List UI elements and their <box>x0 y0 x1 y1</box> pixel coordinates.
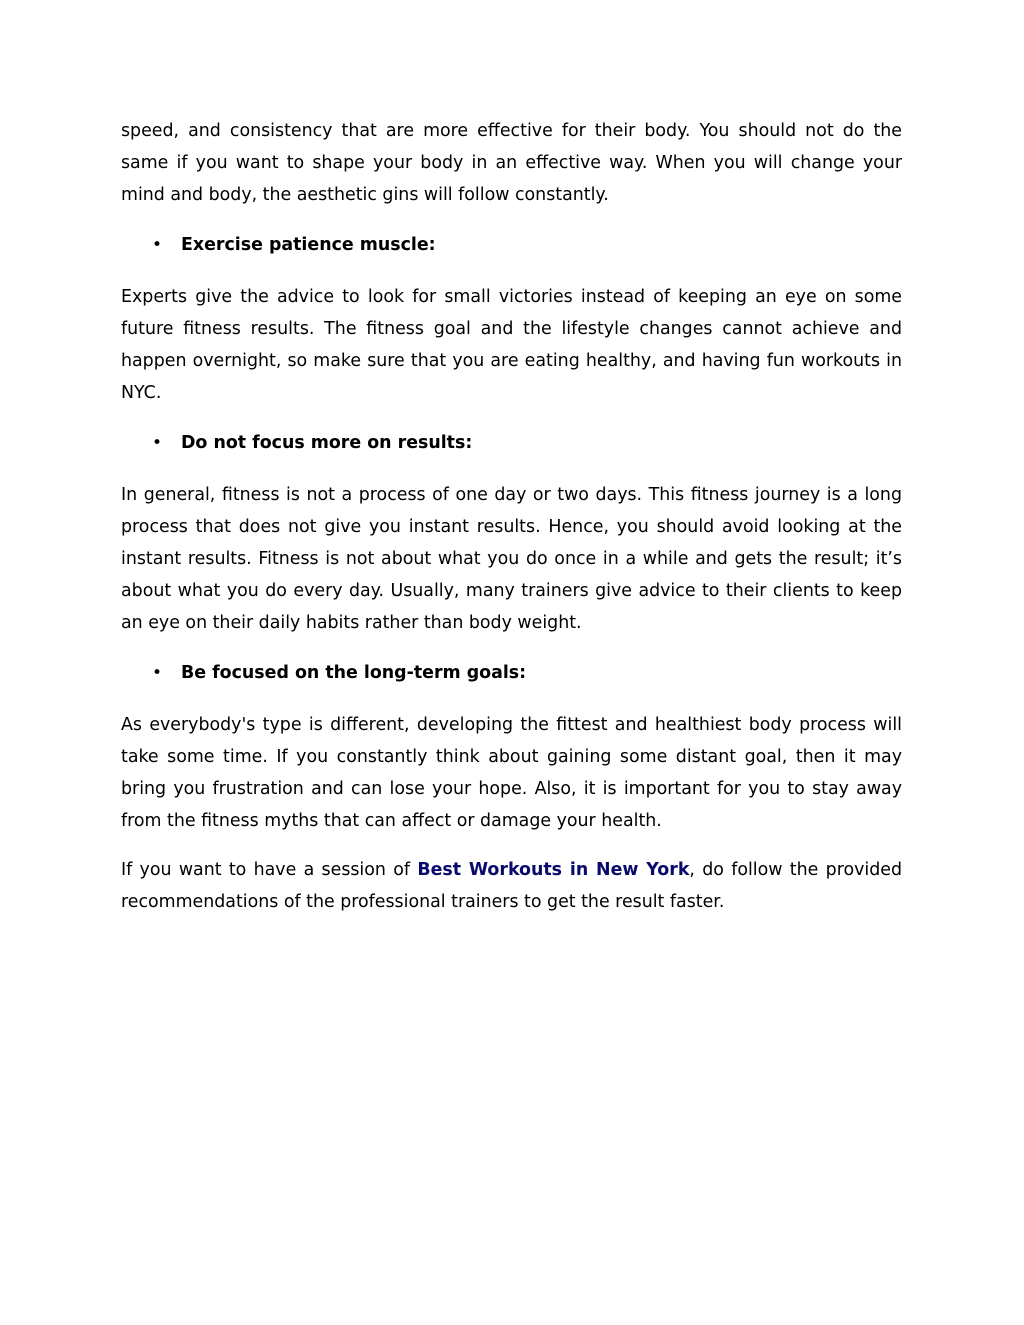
bullet-item-longterm <box>121 657 902 689</box>
document-page <box>121 115 902 918</box>
bullet-item-patience <box>121 229 902 261</box>
bullet-heading-results: Do not focus more on results: <box>181 433 473 453</box>
patience-paragraph: Experts give the advice to look for small victories instead of keeping an eye on some future fitness results. The fitness goal and the lifestyle changes cannot achieve and happen overnight, so make sure that you are eating healthy, and having fun workouts in NYC. <box>121 287 902 403</box>
closing-paragraph <box>121 854 902 918</box>
bullet-dot-icon: • <box>152 433 163 453</box>
longterm-paragraph: As everybody's type is different, developing the fittest and healthiest body process will take some time. If you constantly think about gaining some distant goal, then it may bring you frustration and can lose your hope. Also, it is important for you to stay away from the fitness myths that can affect or damage your health. <box>121 715 902 831</box>
bullet-dot-icon: • <box>152 235 163 255</box>
bullet-heading-longterm: Be focused on the long-term goals: <box>181 663 527 683</box>
bullet-item-results <box>121 427 902 459</box>
bullet-heading-patience: Exercise patience muscle: <box>181 235 436 255</box>
bullet-dot-icon: • <box>152 663 163 683</box>
intro-paragraph: speed, and consistency that are more effective for their body. You should not do the same if you want to shape your body in an effective way. When you will change your mind and body, the aesthetic gins will follow constantly. <box>121 121 902 205</box>
closing-text-before: If you want to have a session of <box>121 860 418 880</box>
best-workouts-link[interactable]: Best Workouts in New York <box>417 860 690 880</box>
results-paragraph: In general, fitness is not a process of one day or two days. This fitness journey is a long process that does not give you instant results. Hence, you should avoid looking at the instant results. Fitness is not about what you do once in a while and gets the result; it’s about what you do every day. Usually, many trainers give advice to their clients to keep an eye on their daily habits rather than body weight. <box>121 485 902 633</box>
closing-text-after: , do follow the provided recommendations of the professional trainers to get the result faster. <box>121 860 903 912</box>
